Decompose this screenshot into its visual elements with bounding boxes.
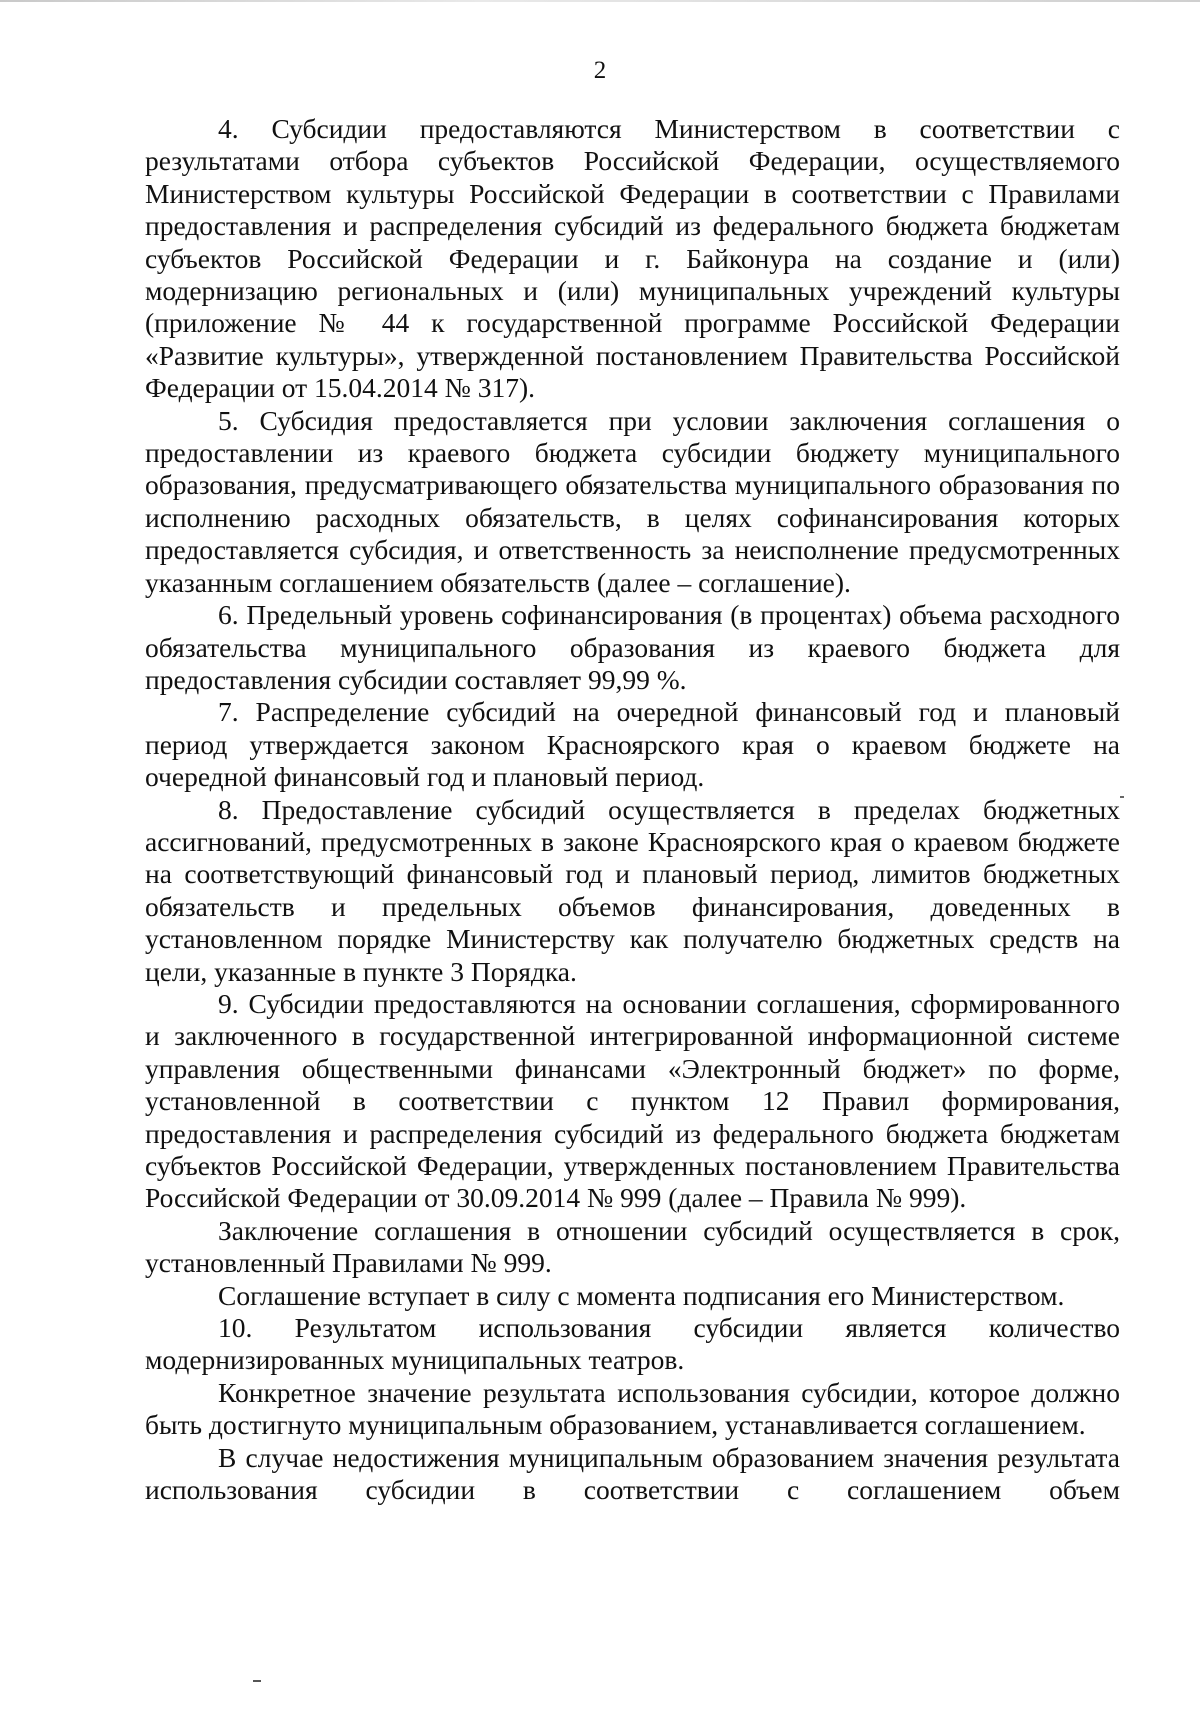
- paragraph-item-10: 10. Результатом использования субсидии является количество модернизированных муниципальных театров.: [145, 1312, 1120, 1376]
- scan-artifact-dot: [1120, 796, 1124, 798]
- paragraph-result-value: Конкретное значение результата использования субсидии, которое должно быть достигнуто муниципальным образованием, устанавливается соглашением.: [145, 1376, 1120, 1441]
- paragraph-non-achievement: В случае недостижения муниципальным образованием значения результата использования субсидии в соответствии с соглашением объем: [145, 1441, 1120, 1506]
- paragraph-item-7: 7. Распределение субсидий на очередной финансовый год и плановый период утверждается законом Красноярского края о краевом бюджете на очередной финансовый год и плановый период.: [145, 696, 1120, 793]
- scan-artifact-dash: [253, 1680, 261, 1682]
- paragraph-item-4: 4. Субсидии предоставляются Министерством в соответствии с результатами отбора субъектов Российской Федерации, осуществляемого Министерством культуры Российской Федерации в соответствии с Правилами предоставления и распределения субсидий из федерального бюджета бюджетам субъектов Российской Федерации и г. Байконура на создание и (или) модернизацию региональных и (или) муниципальных учреждений культуры (приложение № 44 к государственной программе Российской Федерации «Развитие культуры», утвержденной постановлением Правительства Российской Федерации от 15.04.2014 № 317).: [145, 113, 1120, 404]
- paragraph-agreement-effect: Соглашение вступает в силу с момента подписания его Министерством.: [218, 1279, 1065, 1311]
- document-body: [145, 113, 1120, 1506]
- paragraph-item-8: 8. Предоставление субсидий осуществляется в пределах бюджетных ассигнований, предусмотренных в законе Красноярского края о краевом бюджете на соответствующий финансовый год и плановый период, лимитов бюджетных обязательств и предельных объемов финансирования, доведенных в установленном порядке Министерству как получателю бюджетных средств на цели, указанные в пункте 3 Порядка.: [145, 793, 1120, 987]
- page-number: 2: [593, 57, 607, 84]
- paragraph-agreement-term: Заключение соглашения в отношении субсидий осуществляется в срок, установленный Правилами № 999.: [145, 1214, 1120, 1279]
- paragraph-item-6: 6. Предельный уровень софинансирования (в процентах) объема расходного обязательства муниципального образования из краевого бюджета для предоставления субсидии составляет 99,99 %.: [145, 599, 1120, 695]
- paragraph-item-5: 5. Субсидия предоставляется при условии заключения соглашения о предоставлении из краевого бюджета субсидии бюджету муниципального образования, предусматривающего обязательства муниципального образования по исполнению расходных обязательств, в целях софинансирования которых предоставляется субсидия, и ответственность за неисполнение предусмотренных указанным соглашением обязательств (далее – соглашение).: [145, 404, 1120, 598]
- paragraph-item-9: 9. Субсидии предоставляются на основании соглашения, сформированного и заключенного в государственной интегрированной информационной системе управления общественными финансами «Электронный бюджет» по форме, установленной в соответствии с пунктом 12 Правил формирования, предоставления и распределения субсидий из федерального бюджета бюджетам субъектов Российской Федерации, утвержденных постановлением Правительства Российской Федерации от 30.09.2014 № 999 (далее – Правила № 999).: [145, 987, 1120, 1214]
- scan-edge-line: [0, 0, 1200, 2]
